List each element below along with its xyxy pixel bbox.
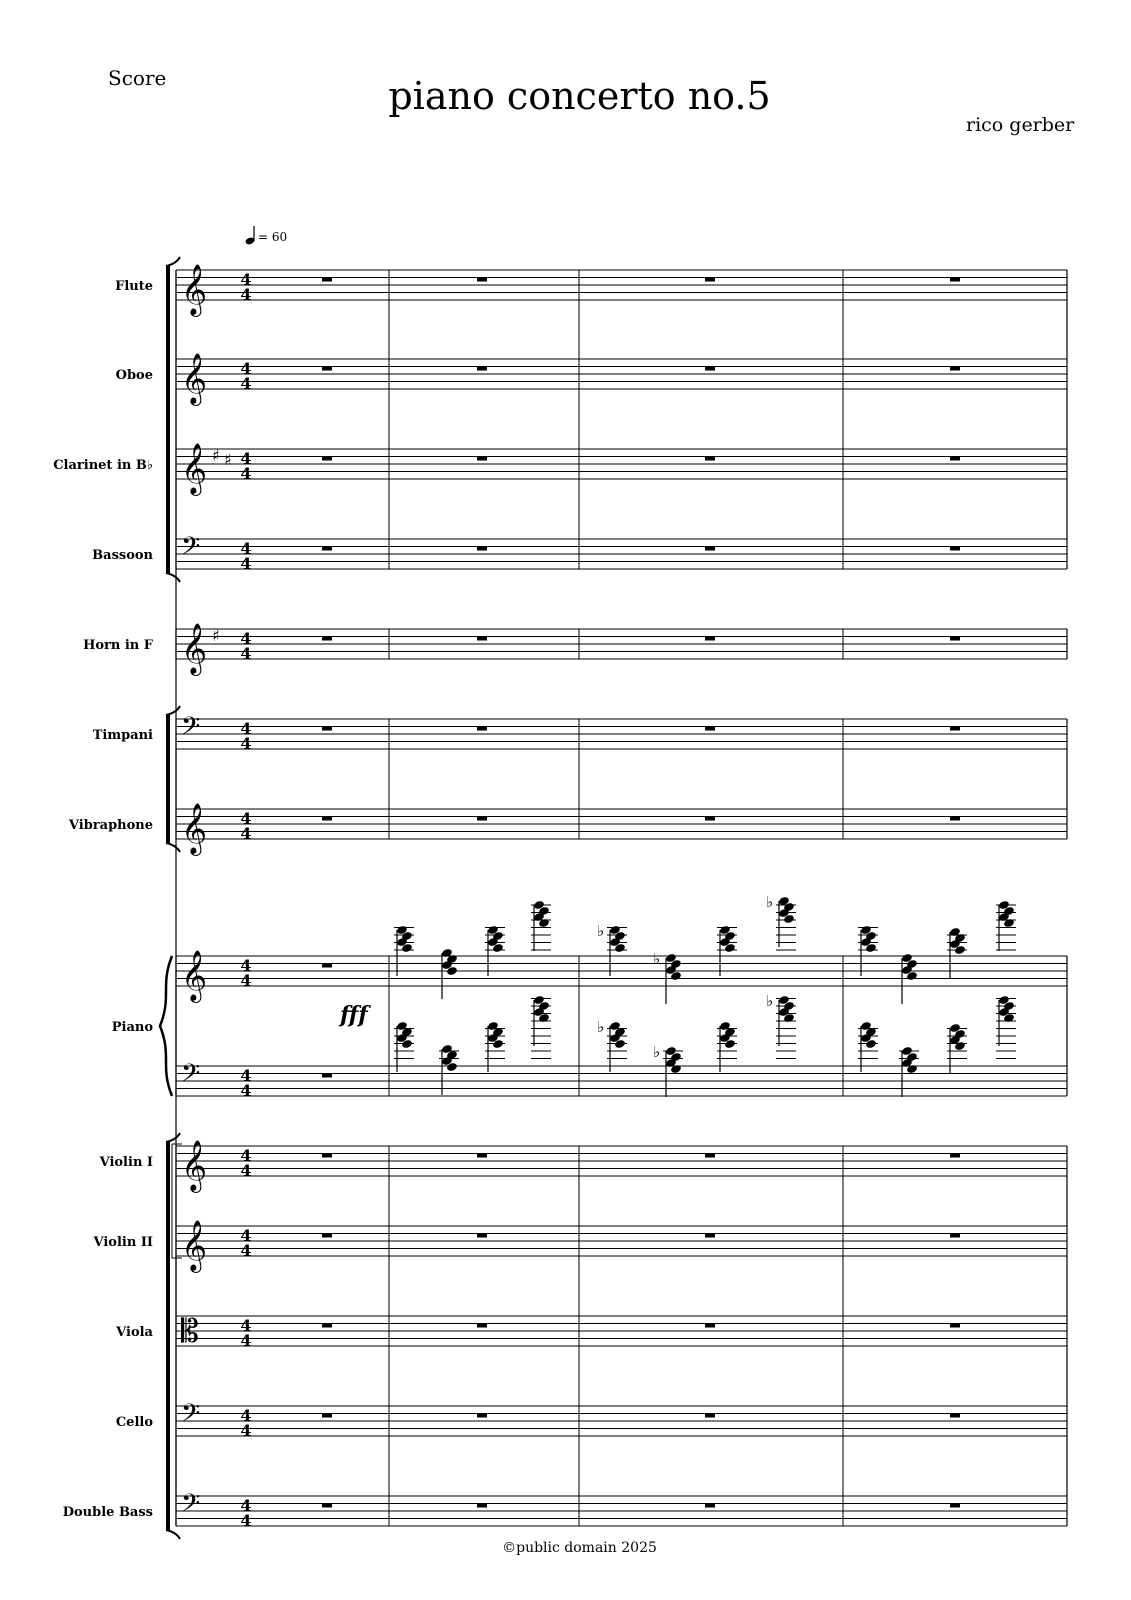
strings-bracket [166,1142,170,1530]
whole-rest [477,1504,487,1508]
staff [176,809,1067,839]
whole-rest [705,278,715,282]
piano-rh-chord [766,893,796,950]
piano-rh-chord [996,900,1016,951]
staff [176,1226,1067,1256]
score-label: Score [108,66,167,90]
whole-rest [705,727,715,731]
piano-lh-chord [766,992,796,1059]
time-signature-numerator: 4 [240,1496,252,1515]
piano-lh-chord [394,1021,414,1072]
whole-rest [705,817,715,821]
whole-rest [950,637,960,641]
time-signature-denominator: 4 [240,971,252,990]
piano-lh-chord [996,995,1016,1059]
whole-rest [705,1154,715,1158]
flat-icon: ♭ [597,1018,605,1036]
sharp-icon: ♯ [212,446,220,465]
piano-rh-chord [858,925,878,976]
staff [176,539,1067,569]
woodwind-bracket-hook [166,257,180,266]
whole-rest [477,367,487,371]
composer-name: rico gerber [966,114,1075,136]
time-signature-numerator: 4 [240,1146,252,1165]
whole-rest [322,1414,332,1418]
piano-rh-chord [717,925,737,976]
time-signature-denominator: 4 [240,1511,252,1530]
piano-brace [160,956,172,1096]
whole-rest [705,547,715,551]
whole-rest [477,278,487,282]
time-signature-numerator: 4 [240,270,252,289]
time-signature-numerator: 4 [240,359,252,378]
whole-rest [322,278,332,282]
staff [176,449,1067,479]
whole-rest [950,1324,960,1328]
time-signature-numerator: 4 [240,956,252,975]
time-signature-numerator: 4 [240,719,252,738]
staff [176,956,1067,986]
time-signature-denominator: 4 [240,1421,252,1440]
time-signature-numerator: 4 [240,1066,252,1085]
time-signature-numerator: 4 [240,809,252,828]
whole-rest [705,1504,715,1508]
time-signature-denominator: 4 [240,464,252,483]
staff [176,1406,1067,1436]
instrument-name: Bassoon [92,548,153,563]
time-signature-denominator: 4 [240,734,252,753]
staff [176,629,1067,659]
flat-icon: ♭ [766,893,774,911]
whole-rest [950,817,960,821]
whole-rest [477,637,487,641]
instrument-name: Violin I [99,1155,153,1170]
piano-rh-chord [947,927,967,978]
whole-rest [322,817,332,821]
whole-rest [705,367,715,371]
whole-rest [950,1234,960,1238]
woodwind-bracket-hook [166,573,180,582]
whole-rest [322,1074,332,1078]
flat-icon: ♭ [653,950,661,968]
treble-clef-icon: 𝄞 [181,623,208,674]
whole-rest [477,1234,487,1238]
treble-clef-icon: 𝄞 [181,803,208,854]
time-signature-numerator: 4 [240,1406,252,1425]
strings-bracket-hook [166,1133,180,1142]
time-signature-denominator: 4 [240,1161,252,1180]
piano-lh-chord [485,1021,505,1072]
piano-rh-chord [394,925,414,976]
whole-rest [950,727,960,731]
piano-rh-chord [597,922,627,976]
instrument-name: Horn in F [83,638,153,653]
whole-rest [477,1414,487,1418]
piano-rh-chord [531,900,551,951]
time-signature-denominator: 4 [240,1331,252,1350]
staff [176,1316,1067,1346]
dynamic-marking: fff [340,1002,368,1028]
whole-rest [322,457,332,461]
treble-clef-icon: 𝄞 [181,1140,208,1191]
treble-clef-icon: 𝄞 [181,264,208,315]
whole-rest [477,457,487,461]
whole-rest [477,727,487,731]
instrument-name: Piano [111,1020,153,1035]
whole-rest [950,278,960,282]
piano-lh-chord [531,995,551,1059]
whole-rest [705,1414,715,1418]
alto-clef-icon: 𝄡 [181,1312,199,1350]
tempo-marking: = 60 [258,230,288,244]
bass-clef-icon: 𝄢 [181,532,201,567]
staff [176,719,1067,749]
treble-clef-icon: 𝄞 [181,353,208,404]
treble-clef-icon: 𝄞 [181,443,208,494]
whole-rest [322,1154,332,1158]
piano-lh-chord [858,1021,878,1072]
staff [176,270,1067,300]
flat-icon: ♭ [766,992,774,1010]
staff [176,359,1067,389]
whole-rest [322,964,332,968]
strings-bracket-hook [166,1530,180,1539]
whole-rest [950,457,960,461]
bass-clef-icon: 𝄢 [181,1399,201,1434]
whole-rest [322,1504,332,1508]
whole-rest [950,547,960,551]
flat-icon: ♭ [653,1043,661,1061]
time-signature-denominator: 4 [240,1081,252,1100]
percussion-bracket-hook [166,706,180,715]
whole-rest [322,637,332,641]
piano-rh-chord [485,925,505,976]
whole-rest [705,1324,715,1328]
time-signature-numerator: 4 [240,1226,252,1245]
whole-rest [477,547,487,551]
bass-clef-icon: 𝄢 [181,1489,201,1524]
whole-rest [322,1234,332,1238]
time-signature-numerator: 4 [240,449,252,468]
instrument-name: Vibraphone [68,818,153,833]
percussion-bracket-hook [166,843,180,852]
whole-rest [950,1154,960,1158]
whole-rest [477,1324,487,1328]
page-title: piano concerto no.5 [388,74,771,118]
bass-clef-icon: 𝄢 [181,712,201,747]
whole-rest [477,1154,487,1158]
bass-clef-icon: 𝄢 [181,1059,201,1094]
whole-rest [322,367,332,371]
whole-rest [322,547,332,551]
time-signature-denominator: 4 [240,824,252,843]
treble-clef-icon: 𝄞 [181,950,208,1001]
piano-rh-chord [653,950,682,1004]
time-signature-numerator: 4 [240,1316,252,1335]
flat-icon: ♭ [597,922,605,940]
whole-rest [950,1504,960,1508]
sharp-icon: ♯ [212,626,220,645]
whole-rest [322,1324,332,1328]
piano-lh-chord [717,1021,737,1072]
instrument-name: Violin II [93,1235,153,1250]
piano-lh-chord [439,1044,459,1095]
staff [176,1496,1067,1526]
treble-clef-icon: 𝄞 [181,1220,208,1271]
whole-rest [705,1234,715,1238]
sharp-icon: ♯ [224,450,232,469]
woodwind-bracket [166,266,170,573]
whole-rest [705,457,715,461]
instrument-name: Timpani [92,728,153,743]
staff [176,1066,1067,1096]
time-signature-numerator: 4 [240,629,252,648]
percussion-bracket [166,715,170,843]
instrument-name: Cello [115,1415,153,1430]
whole-rest [950,1414,960,1418]
time-signature-numerator: 4 [240,539,252,558]
instrument-name: Double Bass [62,1505,153,1520]
instrument-name: Flute [115,279,153,294]
instrument-name: Oboe [115,368,153,383]
instrument-name: Clarinet in B♭ [53,458,153,473]
time-signature-denominator: 4 [240,285,252,304]
copyright-footer: ©public domain 2025 [502,1540,657,1556]
time-signature-denominator: 4 [240,644,252,663]
staff [176,1146,1067,1176]
instrument-name: Viola [116,1325,153,1340]
whole-rest [705,637,715,641]
time-signature-denominator: 4 [240,374,252,393]
piano-lh-chord [899,1046,919,1097]
time-signature-denominator: 4 [240,554,252,573]
whole-rest [950,367,960,371]
whole-rest [322,727,332,731]
piano-lh-chord [597,1018,627,1072]
whole-rest [477,817,487,821]
time-signature-denominator: 4 [240,1241,252,1260]
